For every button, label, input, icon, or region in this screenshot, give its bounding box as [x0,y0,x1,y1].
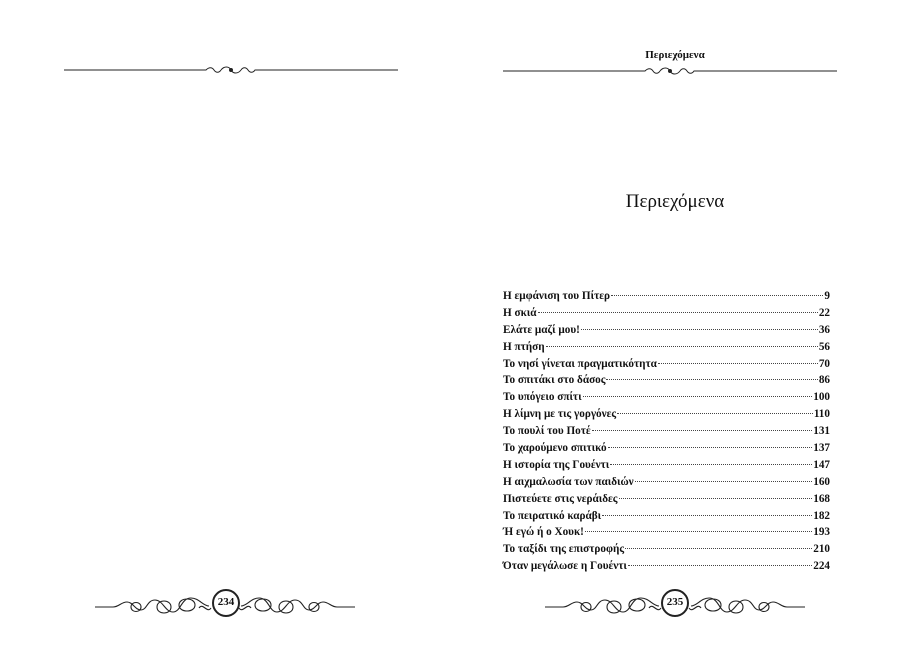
toc-dot-leader [628,565,812,566]
page-number: 235 [666,596,684,608]
toc-entry [503,307,830,324]
toc-entry-page-number: 100 [813,391,830,404]
toc-dot-leader [617,413,813,414]
toc-entry-page-number: 147 [813,458,830,471]
toc-entry-title: Το πουλί του Ποτέ [503,425,591,438]
toc-entry-title: Ελάτε μαζί μου! [503,323,580,336]
right-page [450,0,900,650]
toc-entry-page-number: 86 [818,374,830,387]
toc-dot-leader [538,312,818,313]
toc-entry [503,560,830,577]
toc-entry-page-number: 182 [813,509,830,522]
toc-entry-title: Το πειρατικό καράβι [503,509,602,522]
toc-entry [503,526,830,543]
toc-dot-leader [592,430,813,431]
toc-dot-leader [635,481,813,482]
toc-entry [503,543,830,560]
toc-dot-leader [619,498,813,499]
toc-entry-page-number: 137 [813,442,830,455]
toc-dot-leader [581,329,818,330]
toc-dot-leader [606,379,817,380]
toc-entry [503,374,830,391]
toc-dot-leader [546,346,818,347]
toc-entry-title: Η σκιά [503,306,537,319]
toc-entry [503,324,830,341]
toc-entry-title: Το υπόγειο σπίτι [503,391,582,404]
toc-entry-title: Το σπιτάκι στο δάσος [503,374,606,387]
toc-entry [503,510,830,527]
toc-dot-leader [625,548,812,549]
toc-entry [503,442,830,459]
toc-entry-page-number: 9 [824,290,830,302]
toc-dot-leader [611,295,823,296]
toc-entry-title: Η εμφάνιση του Πίτερ [503,290,610,302]
toc-entry [503,358,830,375]
toc-dot-leader [602,515,812,516]
toc-entry-page-number: 160 [813,475,830,488]
toc-entry-page-number: 224 [813,560,830,573]
toc-entry [503,408,830,425]
toc-dot-leader [658,363,818,364]
toc-entry-page-number: 36 [818,323,830,336]
toc-entry [503,459,830,476]
toc-entry-title: Η αιχμαλωσία των παιδιών [503,475,634,488]
page-number: 234 [217,596,235,608]
toc-entry-page-number: 193 [813,526,830,539]
toc-entry [503,290,830,307]
toc-entry-page-number: 70 [818,357,830,370]
toc-dot-leader [585,531,812,532]
toc-entry-title: Το ταξίδι της επιστροφής [503,543,625,556]
toc-entry-page-number: 56 [818,340,830,353]
toc-entry-page-number: 131 [813,425,830,438]
table-of-contents [503,290,830,577]
toc-entry-page-number: 22 [818,306,830,319]
toc-entry [503,476,830,493]
toc-entry-page-number: 168 [813,492,830,505]
toc-entry-page-number: 210 [813,543,830,556]
page-title: Περιεχόμενα [625,190,725,212]
toc-entry-title: Όταν μεγάλωσε η Γουέντι [503,560,627,573]
toc-dot-leader [583,396,813,397]
toc-entry-title: Η ιστορία της Γουέντι [503,458,610,471]
toc-entry-title: Το χαρούμενο σπιτικό [503,442,607,455]
toc-entry-title: Η πτήση [503,340,545,353]
toc-entry-title: Ή εγώ ή ο Χουκ! [503,526,584,539]
toc-entry [503,341,830,358]
toc-entry-title: Το νησί γίνεται πραγματικότητα [503,357,657,370]
toc-entry [503,493,830,510]
toc-entry-title: Η λίμνη με τις γοργόνες [503,408,617,421]
toc-entry [503,391,830,408]
toc-entry-page-number: 110 [813,408,830,421]
header-rule-ornament [503,64,837,78]
toc-entry [503,425,830,442]
toc-dot-leader [608,447,813,448]
running-head: Περιεχόμενα [645,49,705,61]
header-rule-ornament [64,63,398,77]
toc-dot-leader [610,464,812,465]
toc-entry-title: Πιστεύετε στις νεράιδες [503,492,618,505]
